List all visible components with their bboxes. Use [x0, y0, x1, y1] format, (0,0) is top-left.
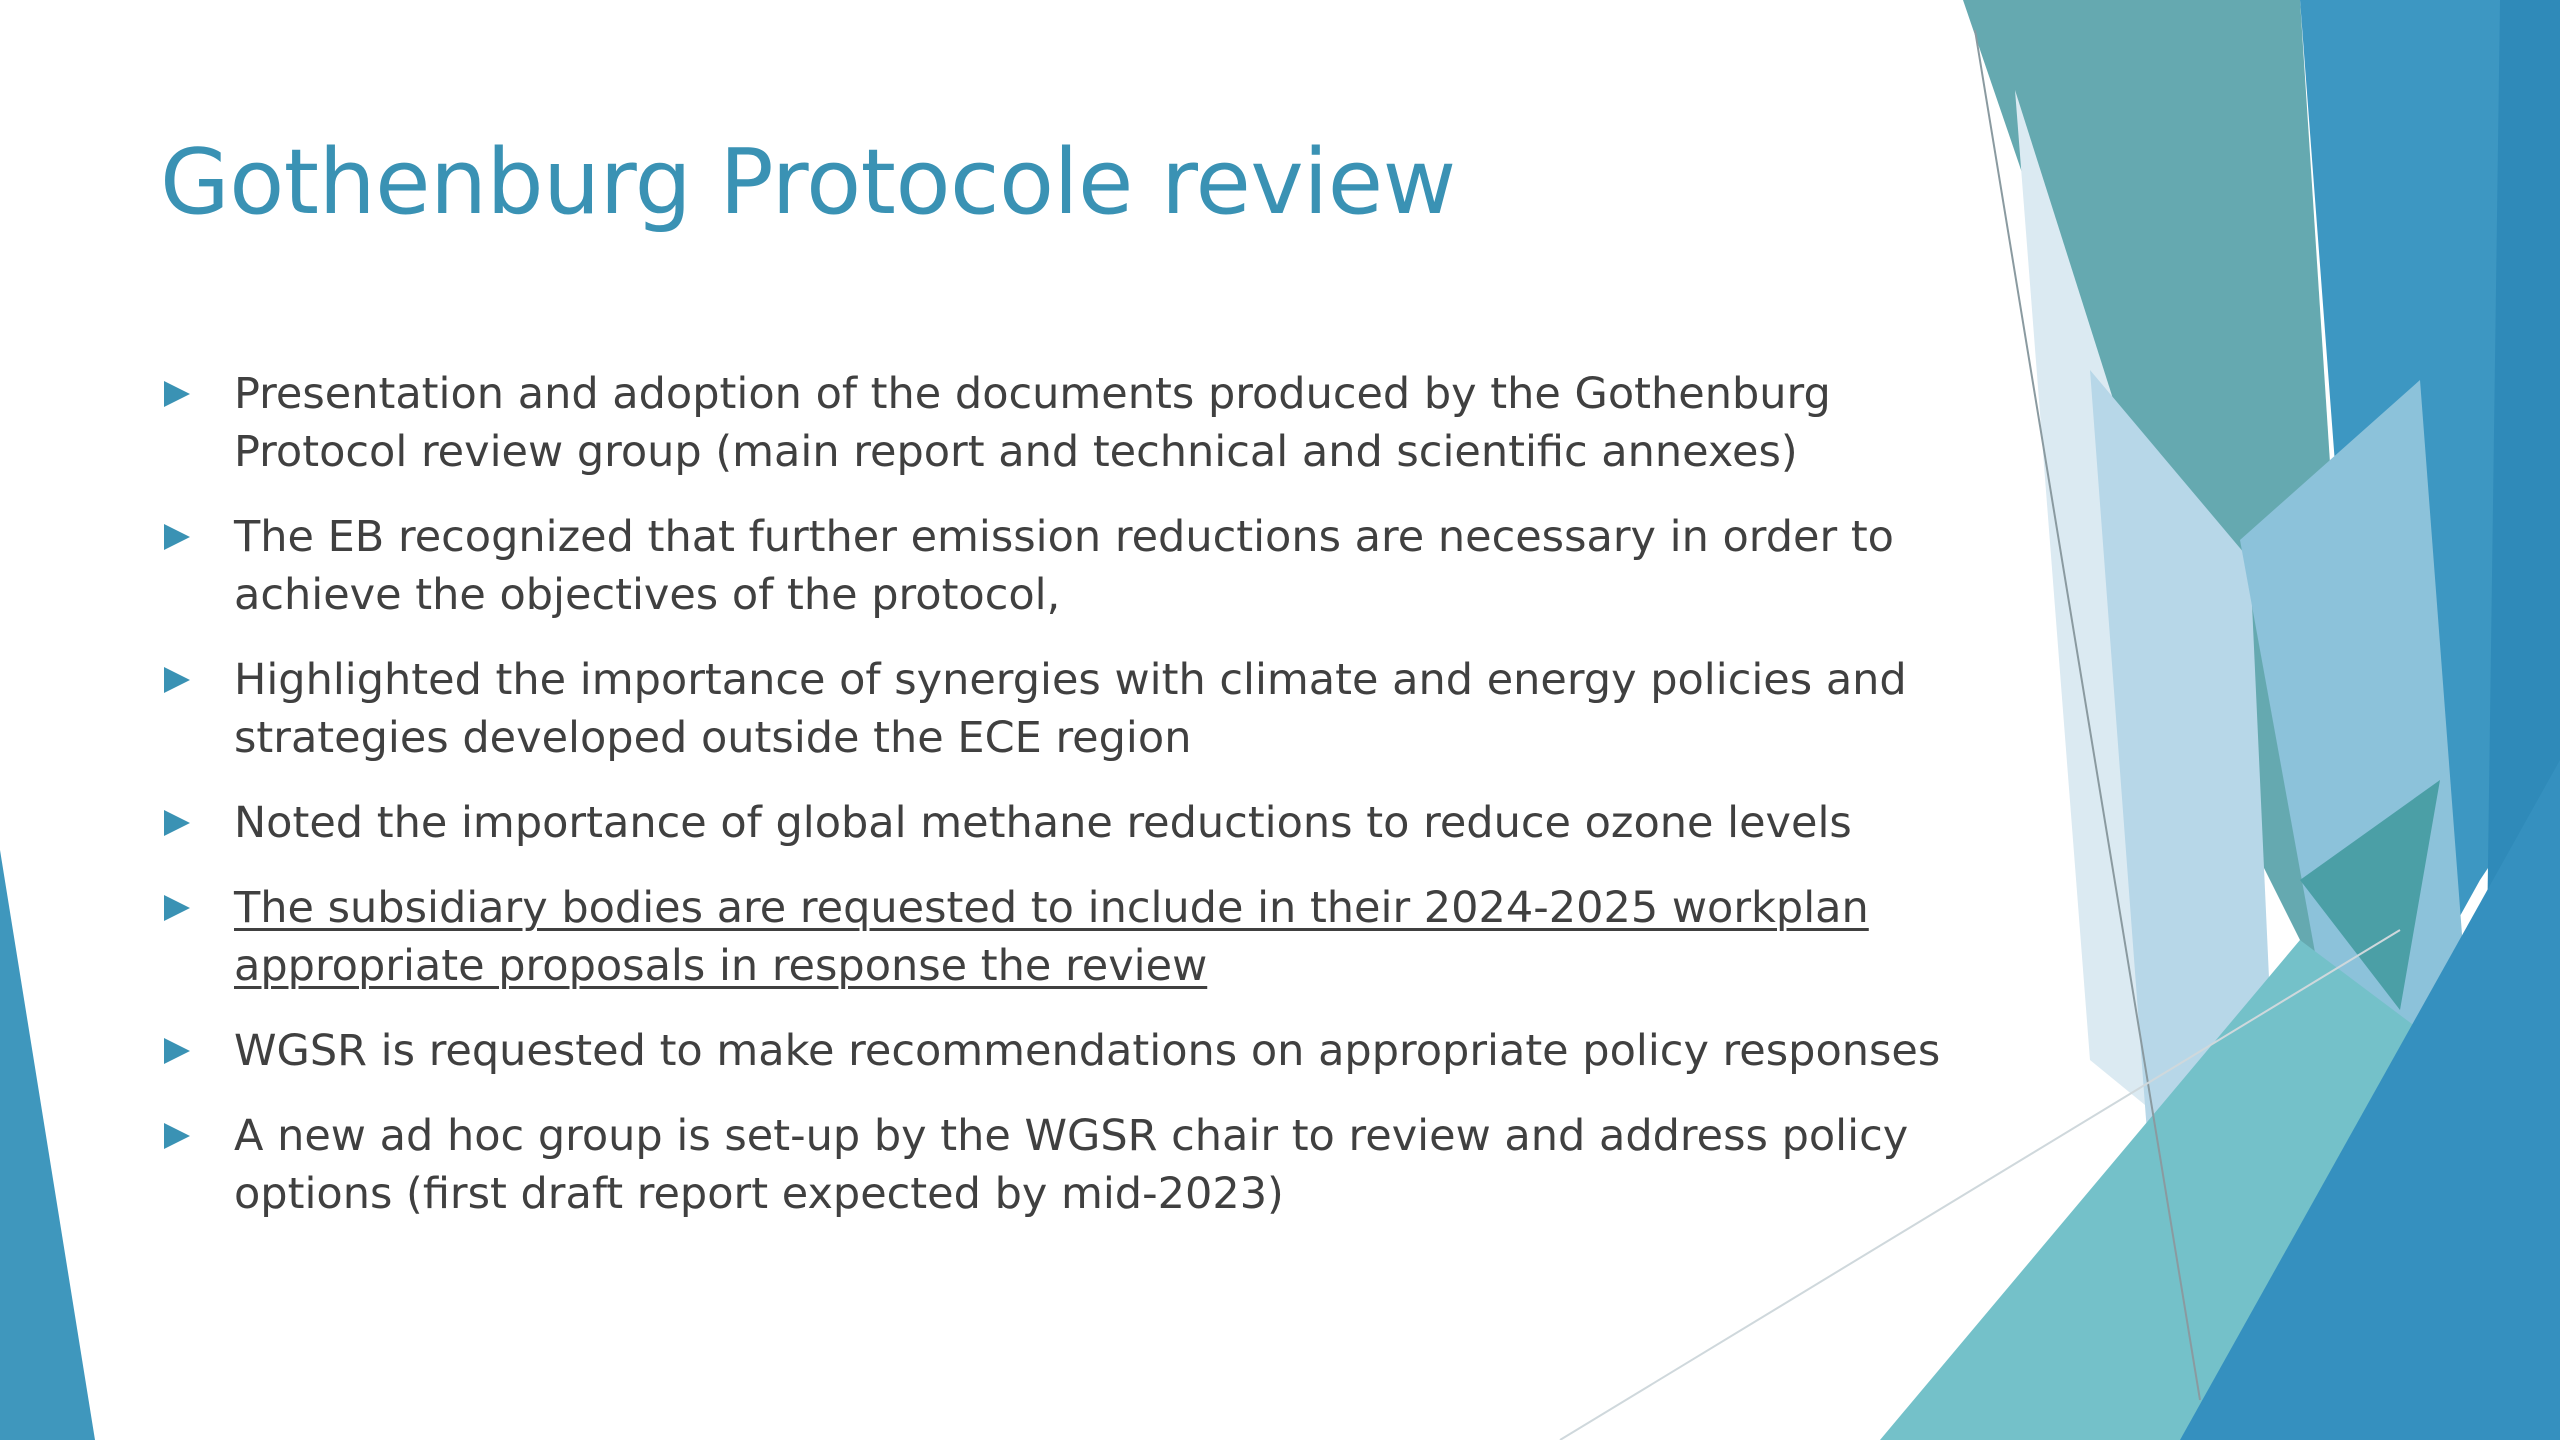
- bullet-list: [160, 365, 1960, 1250]
- bullet-text-underlined: The subsidiary bodies are requested to include in their 2024-2025 workplan appropriate proposals in response the review: [234, 883, 1869, 991]
- play-triangle-icon: [164, 524, 190, 550]
- bullet-item: [160, 794, 1960, 852]
- slide-title: Gothenburg Protocole review: [160, 130, 1456, 235]
- bullet-item: [160, 1107, 1960, 1223]
- bullet-text: The EB recognized that further emission reductions are necessary in order to achieve the objectives of the protocol,: [234, 512, 1894, 620]
- bullet-text: Noted the importance of global methane reductions to reduce ozone levels: [234, 798, 1852, 848]
- bullet-text: Presentation and adoption of the documents produced by the Gothenburg Protocol review group (main report and technical and scientific annexes): [234, 369, 1831, 477]
- bullet-item: [160, 651, 1960, 767]
- left-edge-facet: [0, 850, 95, 1440]
- bullet-item: [160, 508, 1960, 624]
- play-triangle-icon: [164, 381, 190, 407]
- bullet-item: [160, 1022, 1960, 1080]
- play-triangle-icon: [164, 1123, 190, 1149]
- play-triangle-icon: [164, 895, 190, 921]
- bullet-item: [160, 879, 1960, 995]
- bullet-text: Highlighted the importance of synergies with climate and energy policies and strategies developed outside the ECE region: [234, 655, 1907, 763]
- play-triangle-icon: [164, 1038, 190, 1064]
- bullet-text: WGSR is requested to make recommendations on appropriate policy responses: [234, 1026, 1941, 1076]
- bullet-item: [160, 365, 1960, 481]
- play-triangle-icon: [164, 667, 190, 693]
- bullet-text: A new ad hoc group is set-up by the WGSR chair to review and address policy options (first draft report expected by mid-2023): [234, 1111, 1909, 1219]
- play-triangle-icon: [164, 810, 190, 836]
